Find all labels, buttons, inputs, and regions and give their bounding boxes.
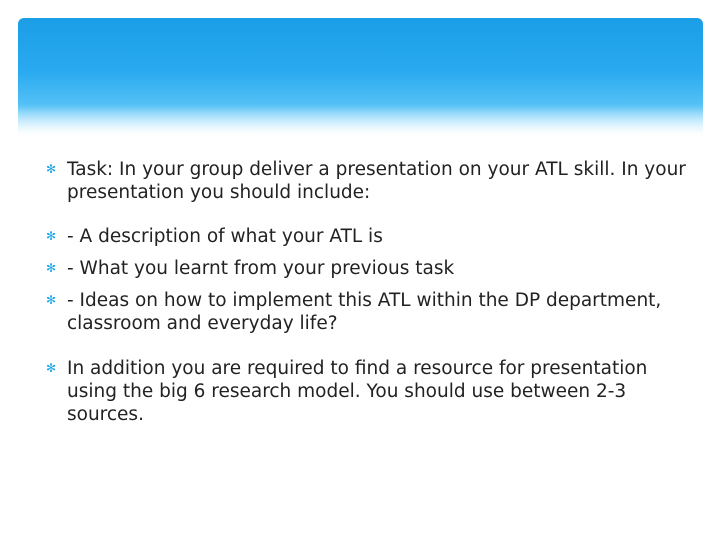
bullet-item-description: [44, 225, 694, 248]
bullet-text: - What you learnt from your previous task: [67, 258, 455, 279]
asterisk-bullet-icon: ✻: [45, 229, 57, 243]
bullet-item-learnt: [44, 257, 694, 280]
bullet-text: In addition you are required to find a resource for presentation using the big 6 research model. You should use between 2-3 sources.: [67, 358, 648, 425]
bullet-item-resource: [44, 357, 694, 426]
bullet-text: Task: In your group deliver a presentation on your ATL skill. In your presentation you should include:: [67, 159, 686, 203]
bullet-item-ideas: [44, 289, 694, 335]
header-gradient-band: [18, 18, 703, 138]
asterisk-bullet-icon: ✻: [45, 361, 57, 375]
bullet-text: - Ideas on how to implement this ATL within the DP department, classroom and everyday life?: [67, 290, 662, 334]
include-list: [44, 225, 694, 335]
asterisk-bullet-icon: ✻: [45, 261, 57, 275]
asterisk-bullet-icon: ✻: [45, 162, 57, 176]
asterisk-bullet-icon: ✻: [45, 293, 57, 307]
slide-body: [44, 158, 694, 426]
bullet-text: - A description of what your ATL is: [67, 226, 383, 247]
bullet-item-task: [44, 158, 694, 204]
